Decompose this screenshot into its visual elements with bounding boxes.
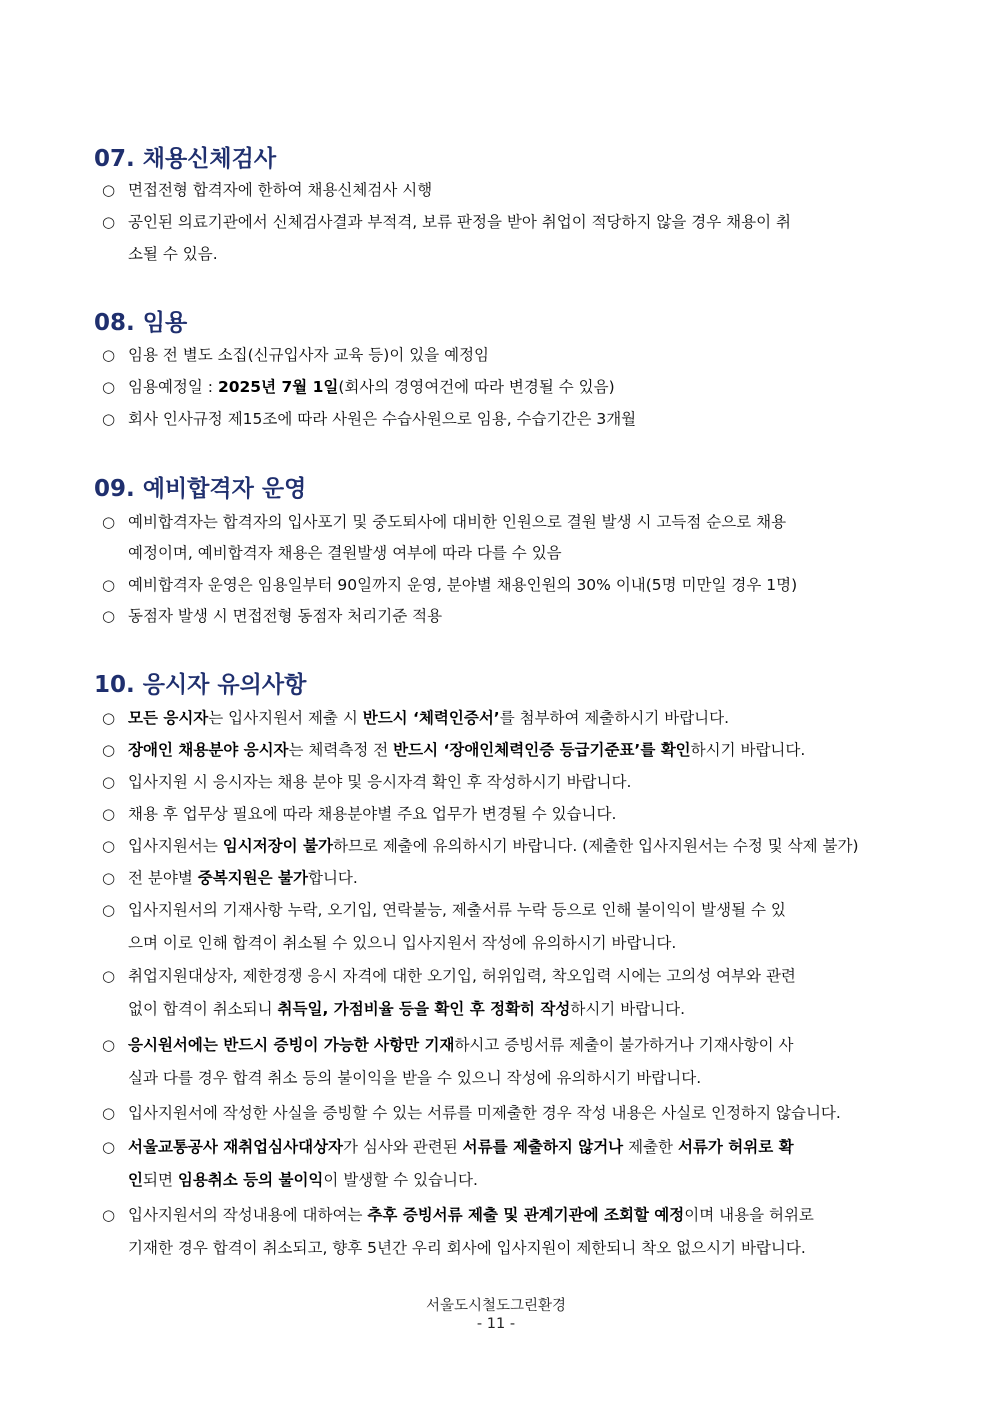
item-text: 으며 이로 인해 합격이 취소될 수 있으니 입사지원서 작성에 유의하시기 바랍니다. bbox=[128, 934, 677, 952]
item-text: 입사지원서에 작성한 사실을 증빙할 수 있는 서류를 미제출한 경우 작성 내용은 사실로 인정하지 않습니다. bbox=[128, 1104, 841, 1122]
item-text: 입사지원 시 응시자는 채용 분야 및 응시자격 확인 후 작성하시기 바랍니다. bbox=[128, 773, 632, 791]
bullet-icon: ○ bbox=[102, 1206, 116, 1224]
bullet-icon: ○ bbox=[102, 410, 116, 428]
item-text: 공인된 의료기관에서 신체검사결과 부적격, 보류 판정을 받아 취업이 적당하지 않을 경우 채용이 취 bbox=[128, 213, 791, 231]
item-text: 취업지원대상자, 제한경쟁 응시 자격에 대한 오기입, 허위입력, 착오입력 시에는 고의성 여부와 관련 bbox=[128, 967, 796, 985]
item-text: 응시원서에는 반드시 증빙이 가능한 사항만 기재하시고 증빙서류 제출이 불가하거나 기재사항이 사 bbox=[128, 1036, 794, 1054]
item-text: 장애인 채용분야 응시자는 체력측정 전 반드시 ‘장애인체력인증 등급기준표’를 확인하시기 바랍니다. bbox=[128, 741, 806, 759]
bullet-icon: ○ bbox=[102, 576, 116, 594]
item-text: 입사지원서의 작성내용에 대하여는 추후 증빙서류 제출 및 관계기관에 조회할 예정이며 내용을 허위로 bbox=[128, 1206, 814, 1224]
bullet-icon: ○ bbox=[102, 378, 116, 396]
item-text: 없이 합격이 취소되니 취득일, 가점비율 등을 확인 후 정확히 작성하시기 바랍니다. bbox=[128, 1000, 686, 1018]
item-text: 실과 다를 경우 합격 취소 등의 불이익을 받을 수 있으니 작성에 유의하시기 바랍니다. bbox=[128, 1069, 702, 1087]
bullet-icon: ○ bbox=[102, 837, 116, 855]
item-text: 예비합격자는 합격자의 입사포기 및 중도퇴사에 대비한 인원으로 결원 발생 시 고득점 순으로 채용 bbox=[128, 513, 787, 531]
bullet-icon: ○ bbox=[102, 869, 116, 887]
item-text: 회사 인사규정 제15조에 따라 사원은 수습사원으로 임용, 수습기간은 3개월 bbox=[128, 410, 637, 428]
bullet-icon: ○ bbox=[102, 967, 116, 985]
section-title-09: 09. 예비합격자 운영 bbox=[94, 476, 307, 502]
footer-company: 서울도시철도그린환경 bbox=[425, 1298, 567, 1314]
bullet-icon: ○ bbox=[102, 901, 116, 919]
item-text: 입사지원서는 임시저장이 불가하므로 제출에 유의하시기 바랍니다. (제출한 입사지원서는 수정 및 삭제 불가) bbox=[128, 837, 859, 855]
item-text: 면접전형 합격자에 한하여 채용신체검사 시행 bbox=[128, 181, 433, 199]
section-title-10: 10. 응시자 유의사항 bbox=[94, 672, 307, 698]
bullet-icon: ○ bbox=[102, 805, 116, 823]
item-text: 인되면 임용취소 등의 불이익이 발생할 수 있습니다. bbox=[128, 1171, 478, 1189]
item-text: 서울교통공사 재취업심사대상자가 심사와 관련된 서류를 제출하지 않거나 제출한 서류가 허위로 확 bbox=[128, 1138, 794, 1156]
bullet-icon: ○ bbox=[102, 1104, 116, 1122]
item-text: 소될 수 있음. bbox=[128, 245, 218, 263]
bullet-icon: ○ bbox=[102, 709, 116, 727]
bullet-icon: ○ bbox=[102, 181, 116, 199]
item-text: 입사지원서의 기재사항 누락, 오기입, 연락불능, 제출서류 누락 등으로 인해 불이익이 발생될 수 있 bbox=[128, 901, 786, 919]
item-text: 임용 전 별도 소집(신규입사자 교육 등)이 있을 예정임 bbox=[128, 346, 490, 364]
item-text: 동점자 발생 시 면접전형 동점자 처리기준 적용 bbox=[128, 607, 443, 625]
item-text: 기재한 경우 합격이 취소되고, 향후 5년간 우리 회사에 입사지원이 제한되니 착오 없으시기 바랍니다. bbox=[128, 1239, 806, 1257]
item-text: 채용 후 업무상 필요에 따라 채용분야별 주요 업무가 변경될 수 있습니다. bbox=[128, 805, 617, 823]
item-text: 모든 응시자는 입사지원서 제출 시 반드시 ‘체력인증서’를 첨부하여 제출하시기 바랍니다. bbox=[128, 709, 730, 727]
bullet-icon: ○ bbox=[102, 773, 116, 791]
bullet-icon: ○ bbox=[102, 213, 116, 231]
bullet-icon: ○ bbox=[102, 1036, 116, 1054]
bullet-icon: ○ bbox=[102, 1138, 116, 1156]
item-text: 예정이며, 예비합격자 채용은 결원발생 여부에 따라 다를 수 있음 bbox=[128, 544, 562, 562]
section-title-08: 08. 임용 bbox=[94, 310, 188, 336]
bullet-icon: ○ bbox=[102, 607, 116, 625]
bullet-icon: ○ bbox=[102, 346, 116, 364]
bullet-icon: ○ bbox=[102, 513, 116, 531]
item-text: 전 분야별 중복지원은 불가합니다. bbox=[128, 869, 358, 887]
item-text: 예비합격자 운영은 임용일부터 90일까지 운영, 분야별 채용인원의 30% 이내(5명 미만일 경우 1명) bbox=[128, 576, 798, 594]
section-title-07: 07. 채용신체검사 bbox=[94, 146, 277, 172]
item-text: 임용예정일 : 2025년 7월 1일(회사의 경영여건에 따라 변경될 수 있음) bbox=[128, 378, 615, 396]
page-number: - 11 - bbox=[476, 1316, 516, 1332]
bullet-icon: ○ bbox=[102, 741, 116, 759]
